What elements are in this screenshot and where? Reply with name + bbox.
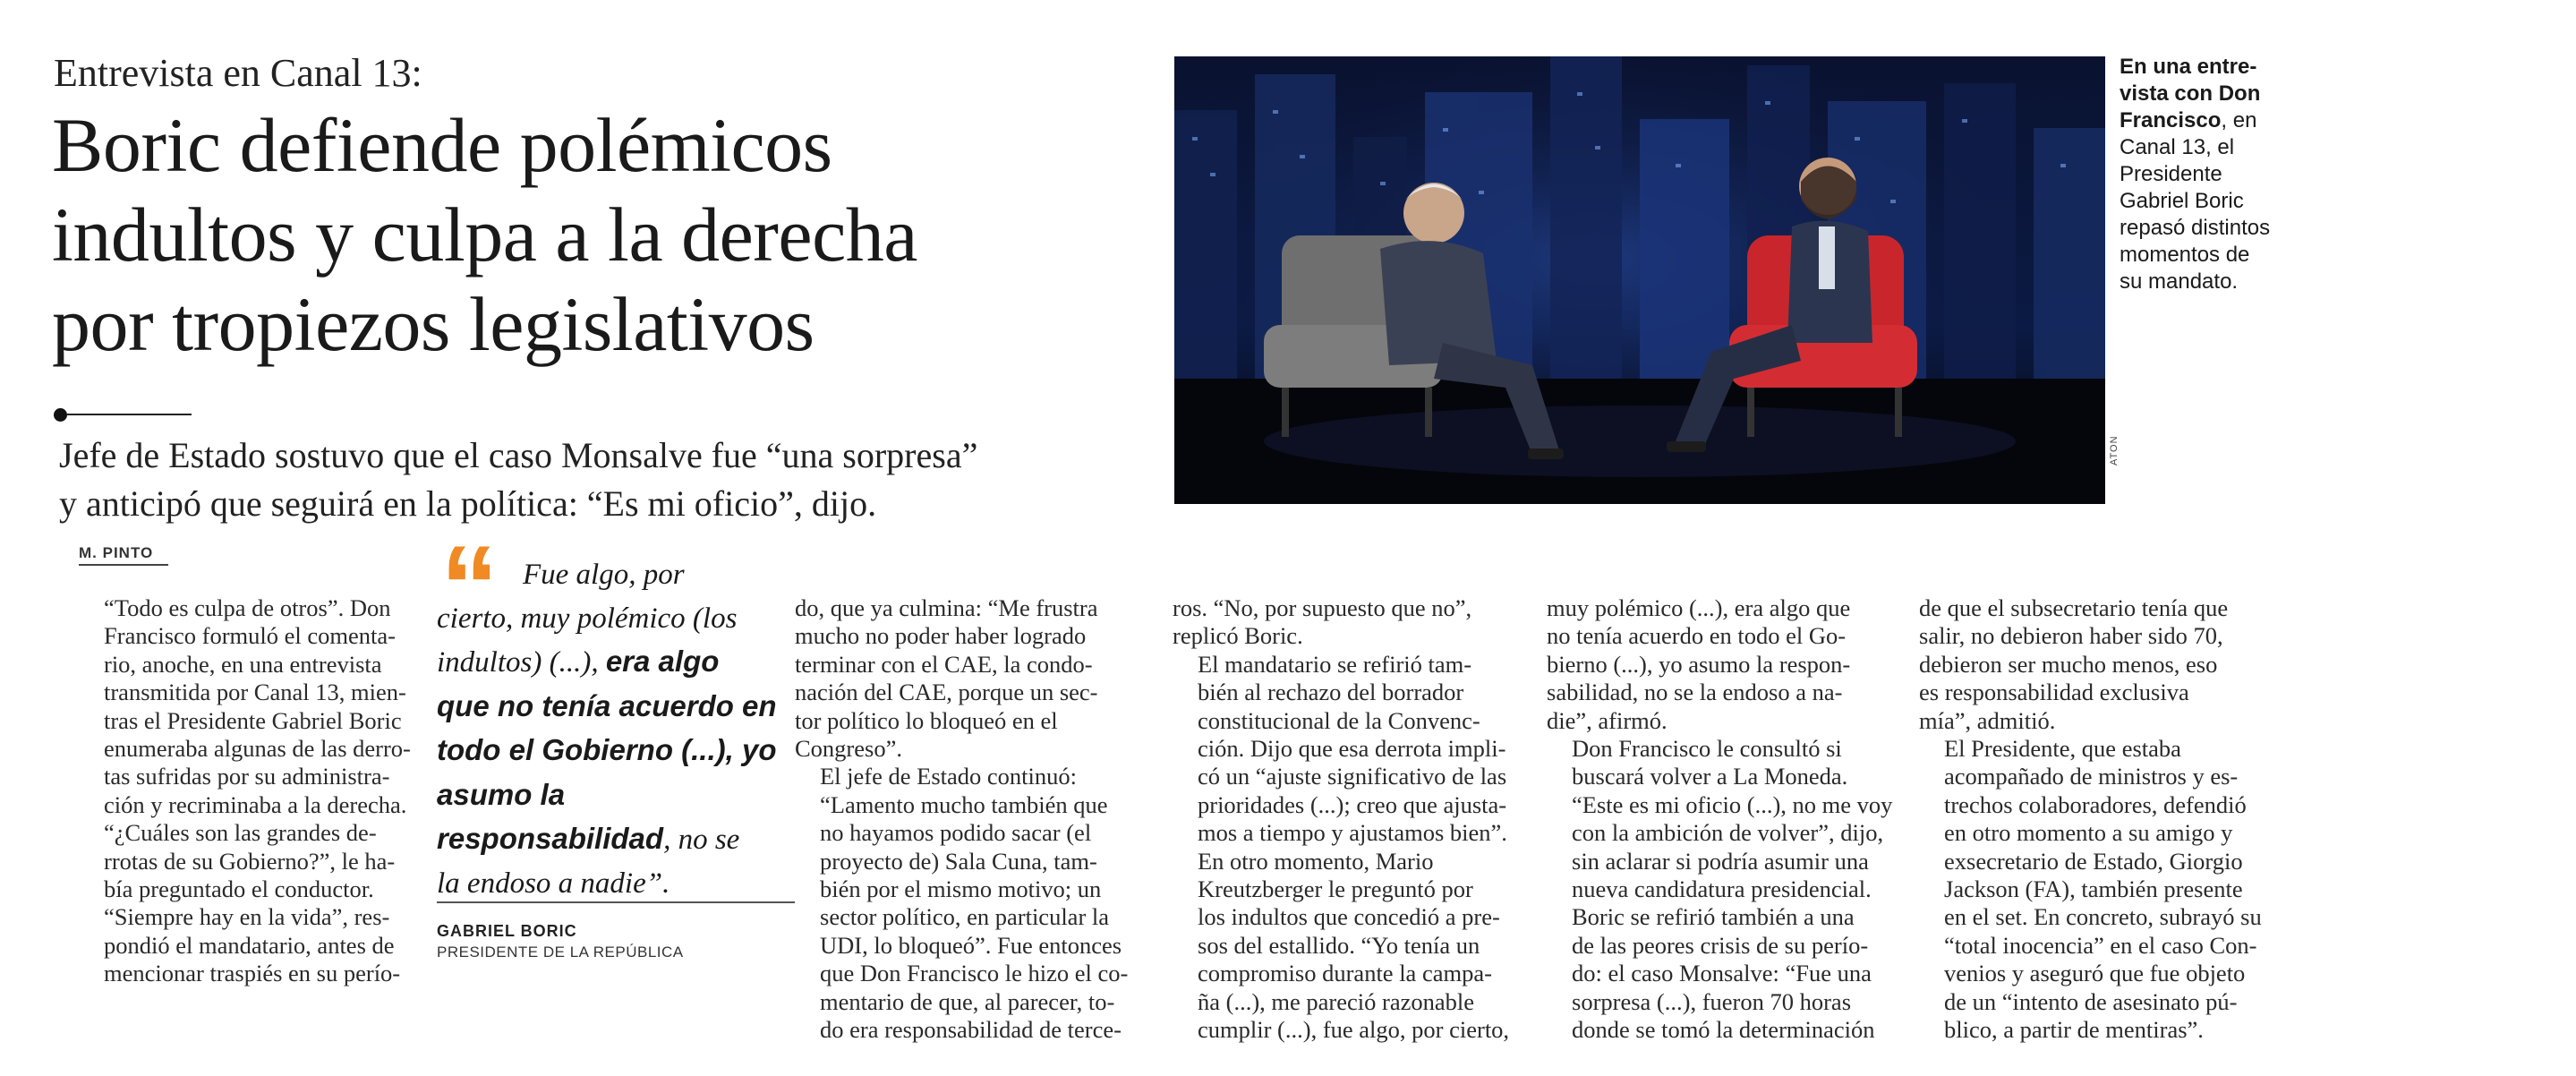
quote-divider xyxy=(437,901,795,903)
body-paragraph xyxy=(1919,594,2266,735)
body-line: sin aclarar si podría asumir una xyxy=(1572,847,1869,875)
body-line: En otro momento, Mario xyxy=(1198,847,1434,875)
body-line: “¿Cuáles son las grandes de- xyxy=(104,819,377,847)
body-line: constitucional de la Convenc- xyxy=(1198,706,1480,734)
subheadline-line: y anticipó que seguirá en la política: “Es mi oficio”, dijo. xyxy=(59,483,877,524)
body-line: UDI, lo bloqueó”. Fue entonces xyxy=(820,931,1122,959)
quote-bold-text: era algo xyxy=(605,645,720,678)
caption-bold-text: vista con Don xyxy=(2120,81,2261,106)
byline-underline xyxy=(79,564,168,566)
body-line: tras el Presidente Gabriel Boric xyxy=(104,706,402,734)
body-line: muy polémico (...), era algo que xyxy=(1547,594,1851,621)
photo-credit: ATON xyxy=(2109,435,2120,465)
divider-dot xyxy=(54,408,67,422)
body-line: mencionar traspiés en su perío- xyxy=(104,960,401,987)
body-line: ción y recriminaba a la derecha. xyxy=(104,790,407,818)
body-line: bién al rechazo del borrador xyxy=(1198,679,1464,706)
body-line: mentario de que, al parecer, to- xyxy=(820,987,1115,1015)
body-line: exsecretario de Estado, Giorgio xyxy=(1944,847,2243,875)
quote-line: indultos) (...), xyxy=(437,646,606,679)
subheadline xyxy=(59,431,1169,528)
body-line: El Presidente, que estaba xyxy=(1944,735,2181,763)
body-line: acompañado de ministros y es- xyxy=(1944,763,2239,790)
body-line: ña (...), me pareció razonable xyxy=(1198,987,1474,1015)
body-paragraph xyxy=(79,594,411,819)
body-line: El jefe de Estado continuó: xyxy=(820,763,1077,790)
body-paragraph xyxy=(79,819,408,987)
quote-author-name: GABRIEL BORIC xyxy=(437,922,577,940)
body-line: do, que ya culmina: “Me frustra xyxy=(795,594,1098,621)
body-paragraph xyxy=(1173,651,1520,848)
body-line: es responsabilidad exclusiva xyxy=(1919,679,2189,706)
body-line: rio, anoche, en una entrevista xyxy=(104,650,382,678)
body-line: sector político, en particular la xyxy=(820,903,1110,931)
quote-author-title: PRESIDENTE DE LA REPÚBLICA xyxy=(437,944,684,961)
body-line: Francisco formuló el comenta- xyxy=(104,622,396,650)
body-line: do: el caso Monsalve: “Fue una xyxy=(1572,960,1872,987)
caption-line: Presidente xyxy=(2120,162,2222,186)
body-line: ros. “No, por supuesto que no”, xyxy=(1173,594,1472,621)
body-line: sorpresa (...), fueron 70 horas xyxy=(1572,987,1852,1015)
body-line: mos a tiempo y ajustamos bien”. xyxy=(1198,819,1507,847)
body-line: Kreutzberger le preguntó por xyxy=(1198,875,1473,903)
quote-bold-text: todo el Gobierno (...), yo xyxy=(437,733,777,766)
pull-quote xyxy=(437,553,777,905)
quote-bold-text: responsabilidad xyxy=(437,822,664,855)
body-line: bía preguntado el conductor. xyxy=(104,875,374,903)
caption-bold-text: En una entre- xyxy=(2120,55,2257,79)
body-line: sos del estallido. “Yo tenía un xyxy=(1198,931,1480,959)
body-line: pondió el mandatario, antes de xyxy=(104,931,395,959)
body-line: de un “intento de asesinato pú- xyxy=(1944,987,2238,1015)
body-line: debieron ser mucho menos, eso xyxy=(1919,650,2218,678)
body-column-4 xyxy=(1547,594,1894,1045)
body-paragraph xyxy=(1547,735,1894,903)
photo-caption xyxy=(2120,54,2281,295)
caption-line: Gabriel Boric xyxy=(2120,189,2244,213)
body-line: donde se tomó la determinación xyxy=(1572,1016,1875,1044)
body-line: no tenía acuerdo en todo el Go- xyxy=(1547,622,1847,650)
body-line: en otro momento a su amigo y xyxy=(1944,819,2233,847)
body-line: bién por el mismo motivo; un xyxy=(820,875,1102,903)
body-line: de que el subsecretario tenía que xyxy=(1919,594,2229,621)
body-line: ción. Dijo que esa derrota impli- xyxy=(1198,735,1506,763)
body-line: venios y aseguró que fue objeto xyxy=(1944,960,2246,987)
caption-line: repasó distintos xyxy=(2120,216,2271,240)
headline-line: por tropiezos legislativos xyxy=(52,281,815,367)
body-line: “Todo es culpa de otros”. Don xyxy=(104,594,391,621)
headline xyxy=(52,100,1108,369)
body-line: do era responsabilidad de terce- xyxy=(820,1016,1122,1044)
body-column-5 xyxy=(1919,594,2266,1045)
quote-line: la endoso a nadie”. xyxy=(437,867,670,900)
body-paragraph xyxy=(1919,735,2266,1044)
body-column-1 xyxy=(79,594,411,988)
body-line: trechos colaboradores, defendió xyxy=(1944,790,2247,818)
body-line: “Siempre hay en la vida”, res- xyxy=(104,903,390,931)
body-line: transmitida por Canal 13, mien- xyxy=(104,679,406,706)
caption-line: momentos de xyxy=(2120,243,2250,267)
body-paragraph xyxy=(1547,594,1894,735)
kicker: Entrevista en Canal 13: xyxy=(54,51,422,95)
body-line: en el set. En concreto, subrayó su xyxy=(1944,903,2262,931)
body-line: “Este es mi oficio (...), no me voy xyxy=(1572,790,1893,818)
body-line: con la ambición de volver”, dijo, xyxy=(1572,819,1884,847)
body-line: tas sufridas por su administra- xyxy=(104,763,390,790)
body-paragraph xyxy=(1173,594,1520,651)
interview-photo xyxy=(1174,56,2105,504)
body-line: enumeraba algunas de las derro- xyxy=(104,735,411,763)
body-line: Don Francisco le consultó si xyxy=(1572,735,1842,763)
body-line: Boric se refirió también a una xyxy=(1572,903,1855,931)
byline: M. PINTO xyxy=(79,544,154,561)
caption-line: Canal 13, el xyxy=(2120,135,2235,159)
body-line: nación del CAE, porque un sec- xyxy=(795,679,1098,706)
divider-line xyxy=(66,414,192,415)
quote-bold-text: que no tenía acuerdo en xyxy=(437,688,777,722)
body-line: có un “ajuste significativo de las xyxy=(1198,763,1507,790)
body-line: proyecto de) Sala Cuna, tam- xyxy=(820,847,1097,875)
body-line: mucho no poder haber logrado xyxy=(795,622,1087,650)
body-paragraph xyxy=(1173,848,1520,1045)
body-paragraph xyxy=(795,594,1142,763)
caption-line: su mandato. xyxy=(2120,269,2239,294)
body-line: bierno (...), yo asumo la respon- xyxy=(1547,650,1851,678)
body-paragraph xyxy=(1547,903,1894,1044)
caption-text: , en xyxy=(2221,108,2257,132)
body-line: mía”, admitió. xyxy=(1919,706,2056,734)
caption-bold-text: Francisco xyxy=(2120,108,2222,132)
body-line: los indultos que concedió a pre- xyxy=(1198,903,1500,931)
body-line: replicó Boric. xyxy=(1173,622,1303,650)
body-line: tor político lo bloqueó en el xyxy=(795,706,1058,734)
body-line: terminar con el CAE, la condo- xyxy=(795,650,1093,678)
body-column-3 xyxy=(1173,594,1520,1045)
body-column-2 xyxy=(795,594,1142,1045)
body-line: “Lamento mucho también que xyxy=(820,790,1108,818)
body-line: salir, no debieron haber sido 70, xyxy=(1919,622,2223,650)
body-line: rrotas de su Gobierno?”, le ha- xyxy=(104,847,396,875)
quote-bold-text: asumo la xyxy=(437,777,566,811)
body-line: cumplir (...), fue algo, por cierto, xyxy=(1198,1016,1510,1044)
body-line: Congreso”. xyxy=(795,735,902,763)
body-line: no hayamos podido sacar (el xyxy=(820,819,1092,847)
body-line: “total inocencia” en el caso Con- xyxy=(1944,931,2257,959)
headline-line: indultos y culpa a la derecha xyxy=(52,192,917,278)
quote-line: Fue algo, por xyxy=(523,559,685,591)
body-line: nueva candidatura presidencial. xyxy=(1572,875,1872,903)
subheadline-line: Jefe de Estado sostuvo que el caso Monsalve fue “una sorpresa” xyxy=(59,435,978,475)
body-line: buscará volver a La Moneda. xyxy=(1572,763,1848,790)
quote-line: , no se xyxy=(663,824,740,856)
body-line: El mandatario se refirió tam- xyxy=(1198,650,1472,678)
body-line: sabilidad, no se la endoso a na- xyxy=(1547,679,1843,706)
headline-line: Boric defiende polémicos xyxy=(52,102,832,188)
body-line: compromiso durante la campa- xyxy=(1198,960,1492,987)
body-line: die”, afirmó. xyxy=(1547,706,1668,734)
body-line: prioridades (...); creo que ajusta- xyxy=(1198,790,1507,818)
body-line: de las peores crisis de su perío- xyxy=(1572,931,1869,959)
body-line: Jackson (FA), también presente xyxy=(1944,875,2243,903)
quote-line: cierto, muy polémico (los xyxy=(437,602,738,635)
body-paragraph xyxy=(795,763,1142,1044)
body-line: que Don Francisco le hizo el co- xyxy=(820,960,1129,987)
body-line: blico, a partir de mentiras”. xyxy=(1944,1016,2204,1044)
quote-mark-icon: “ xyxy=(440,521,499,652)
